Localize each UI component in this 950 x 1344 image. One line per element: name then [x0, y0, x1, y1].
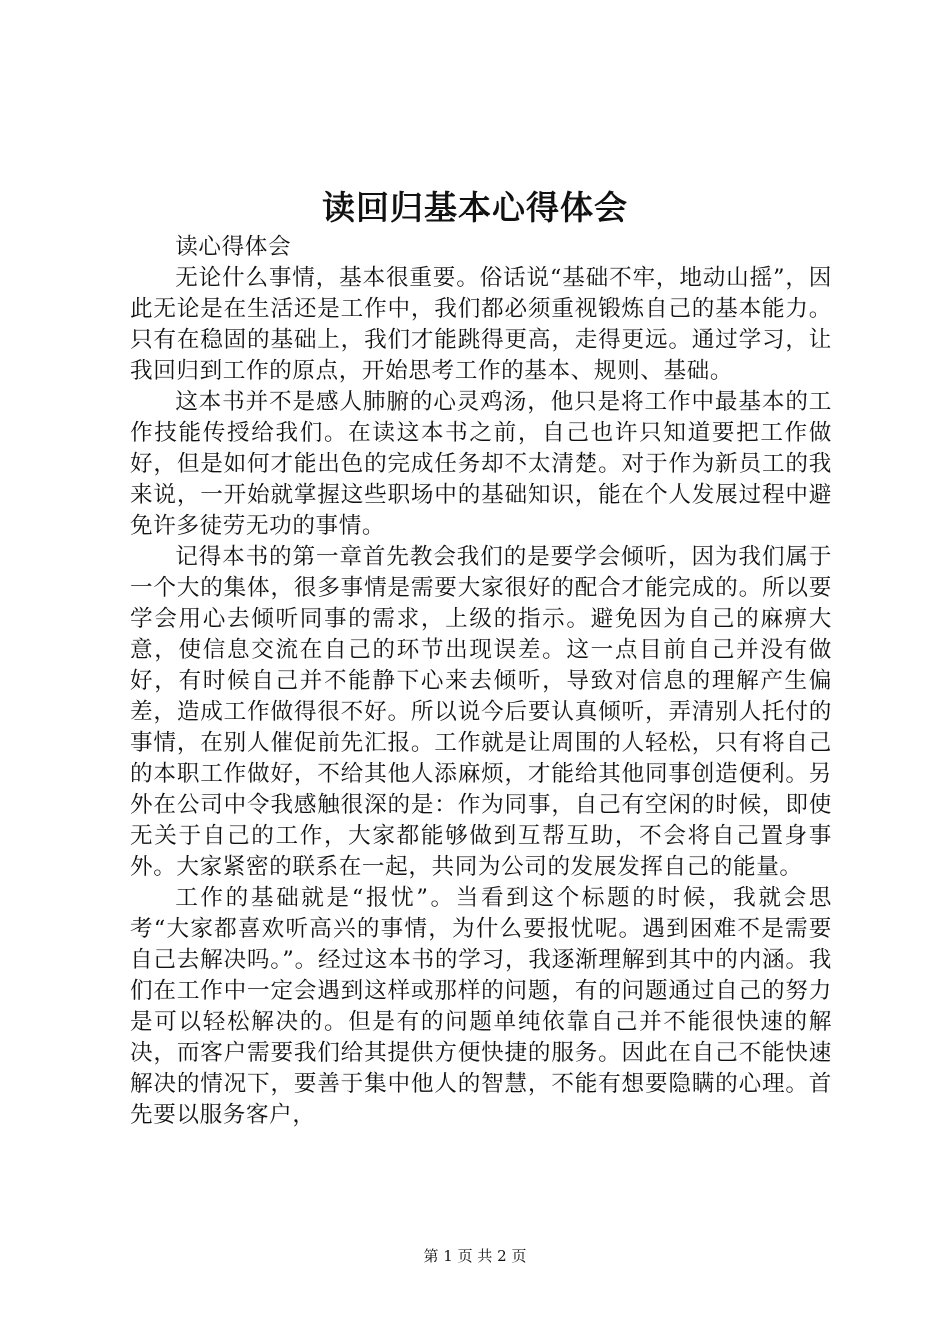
- paragraph-4: 工作的基础就是“报忧”。当看到这个标题的时候，我就会思考“大家都喜欢听高兴的事情，为什么要报忧呢。遇到困难不是需要自己去解决吗。”。经过这本书的学习，我逐渐理解到其中的内涵。我们在工作中一定会遇到这样或那样的问题，有的问题通过自己的努力是可以轻松解决的。但是有的问题单纯依靠自己并不能很快速的解决，而客户需要我们给其提供方便快捷的服务。因此在自己不能快速解决的情况下，要善于集中他人的智慧，不能有想要隐瞒的心理。首先要以服务客户，: [130, 885, 832, 1128]
- paragraph-1: 无论什么事情，基本很重要。俗话说“基础不牢，地动山摇”，因此无论是在生活还是工作中，我们都必须重视锻炼自己的基本能力。只有在稳固的基础上，我们才能跳得更高，走得更远。通过学习，让我回归到工作的原点，开始思考工作的基本、规则、基础。: [130, 265, 832, 384]
- page-footer: 第 1 页 共 2 页: [423, 1247, 527, 1265]
- document-body: [130, 232, 832, 1131]
- subtitle-line: 读心得体会: [175, 234, 292, 260]
- paragraph-3: 记得本书的第一章首先教会我们的是要学会倾听，因为我们属于一个大的集体，很多事情是需要大家很好的配合才能完成的。所以要学会用心去倾听同事的需求，上级的指示。避免因为自己的麻痹大意，使信息交流在自己的环节出现误差。这一点目前自己并没有做好，有时候自己并不能静下心来去倾听，导致对信息的理解产生偏差，造成工作做得很不好。所以说今后要认真倾听，弄清别人托付的事情，在别人催促前先汇报。工作就是让周围的人轻松，只有将自己的本职工作做好，不给其他人添麻烦，才能给其他同事创造便利。另外在公司中令我感触很深的是：作为同事，自己有空闲的时候，即使无关于自己的工作，大家都能够做到互帮互助，不会将自己置身事外。大家紧密的联系在一起，共同为公司的发展发挥自己的能量。: [130, 544, 832, 880]
- document-title: 读回归基本心得体会: [322, 188, 628, 227]
- paragraph-2: 这本书并不是感人肺腑的心灵鸡汤，他只是将工作中最基本的工作技能传授给我们。在读这本书之前，自己也许只知道要把工作做好，但是如何才能出色的完成任务却不太清楚。对于作为新员工的我来说，一开始就掌握这些职场中的基础知识，能在个人发展过程中避免许多徒劳无功的事情。: [130, 389, 832, 539]
